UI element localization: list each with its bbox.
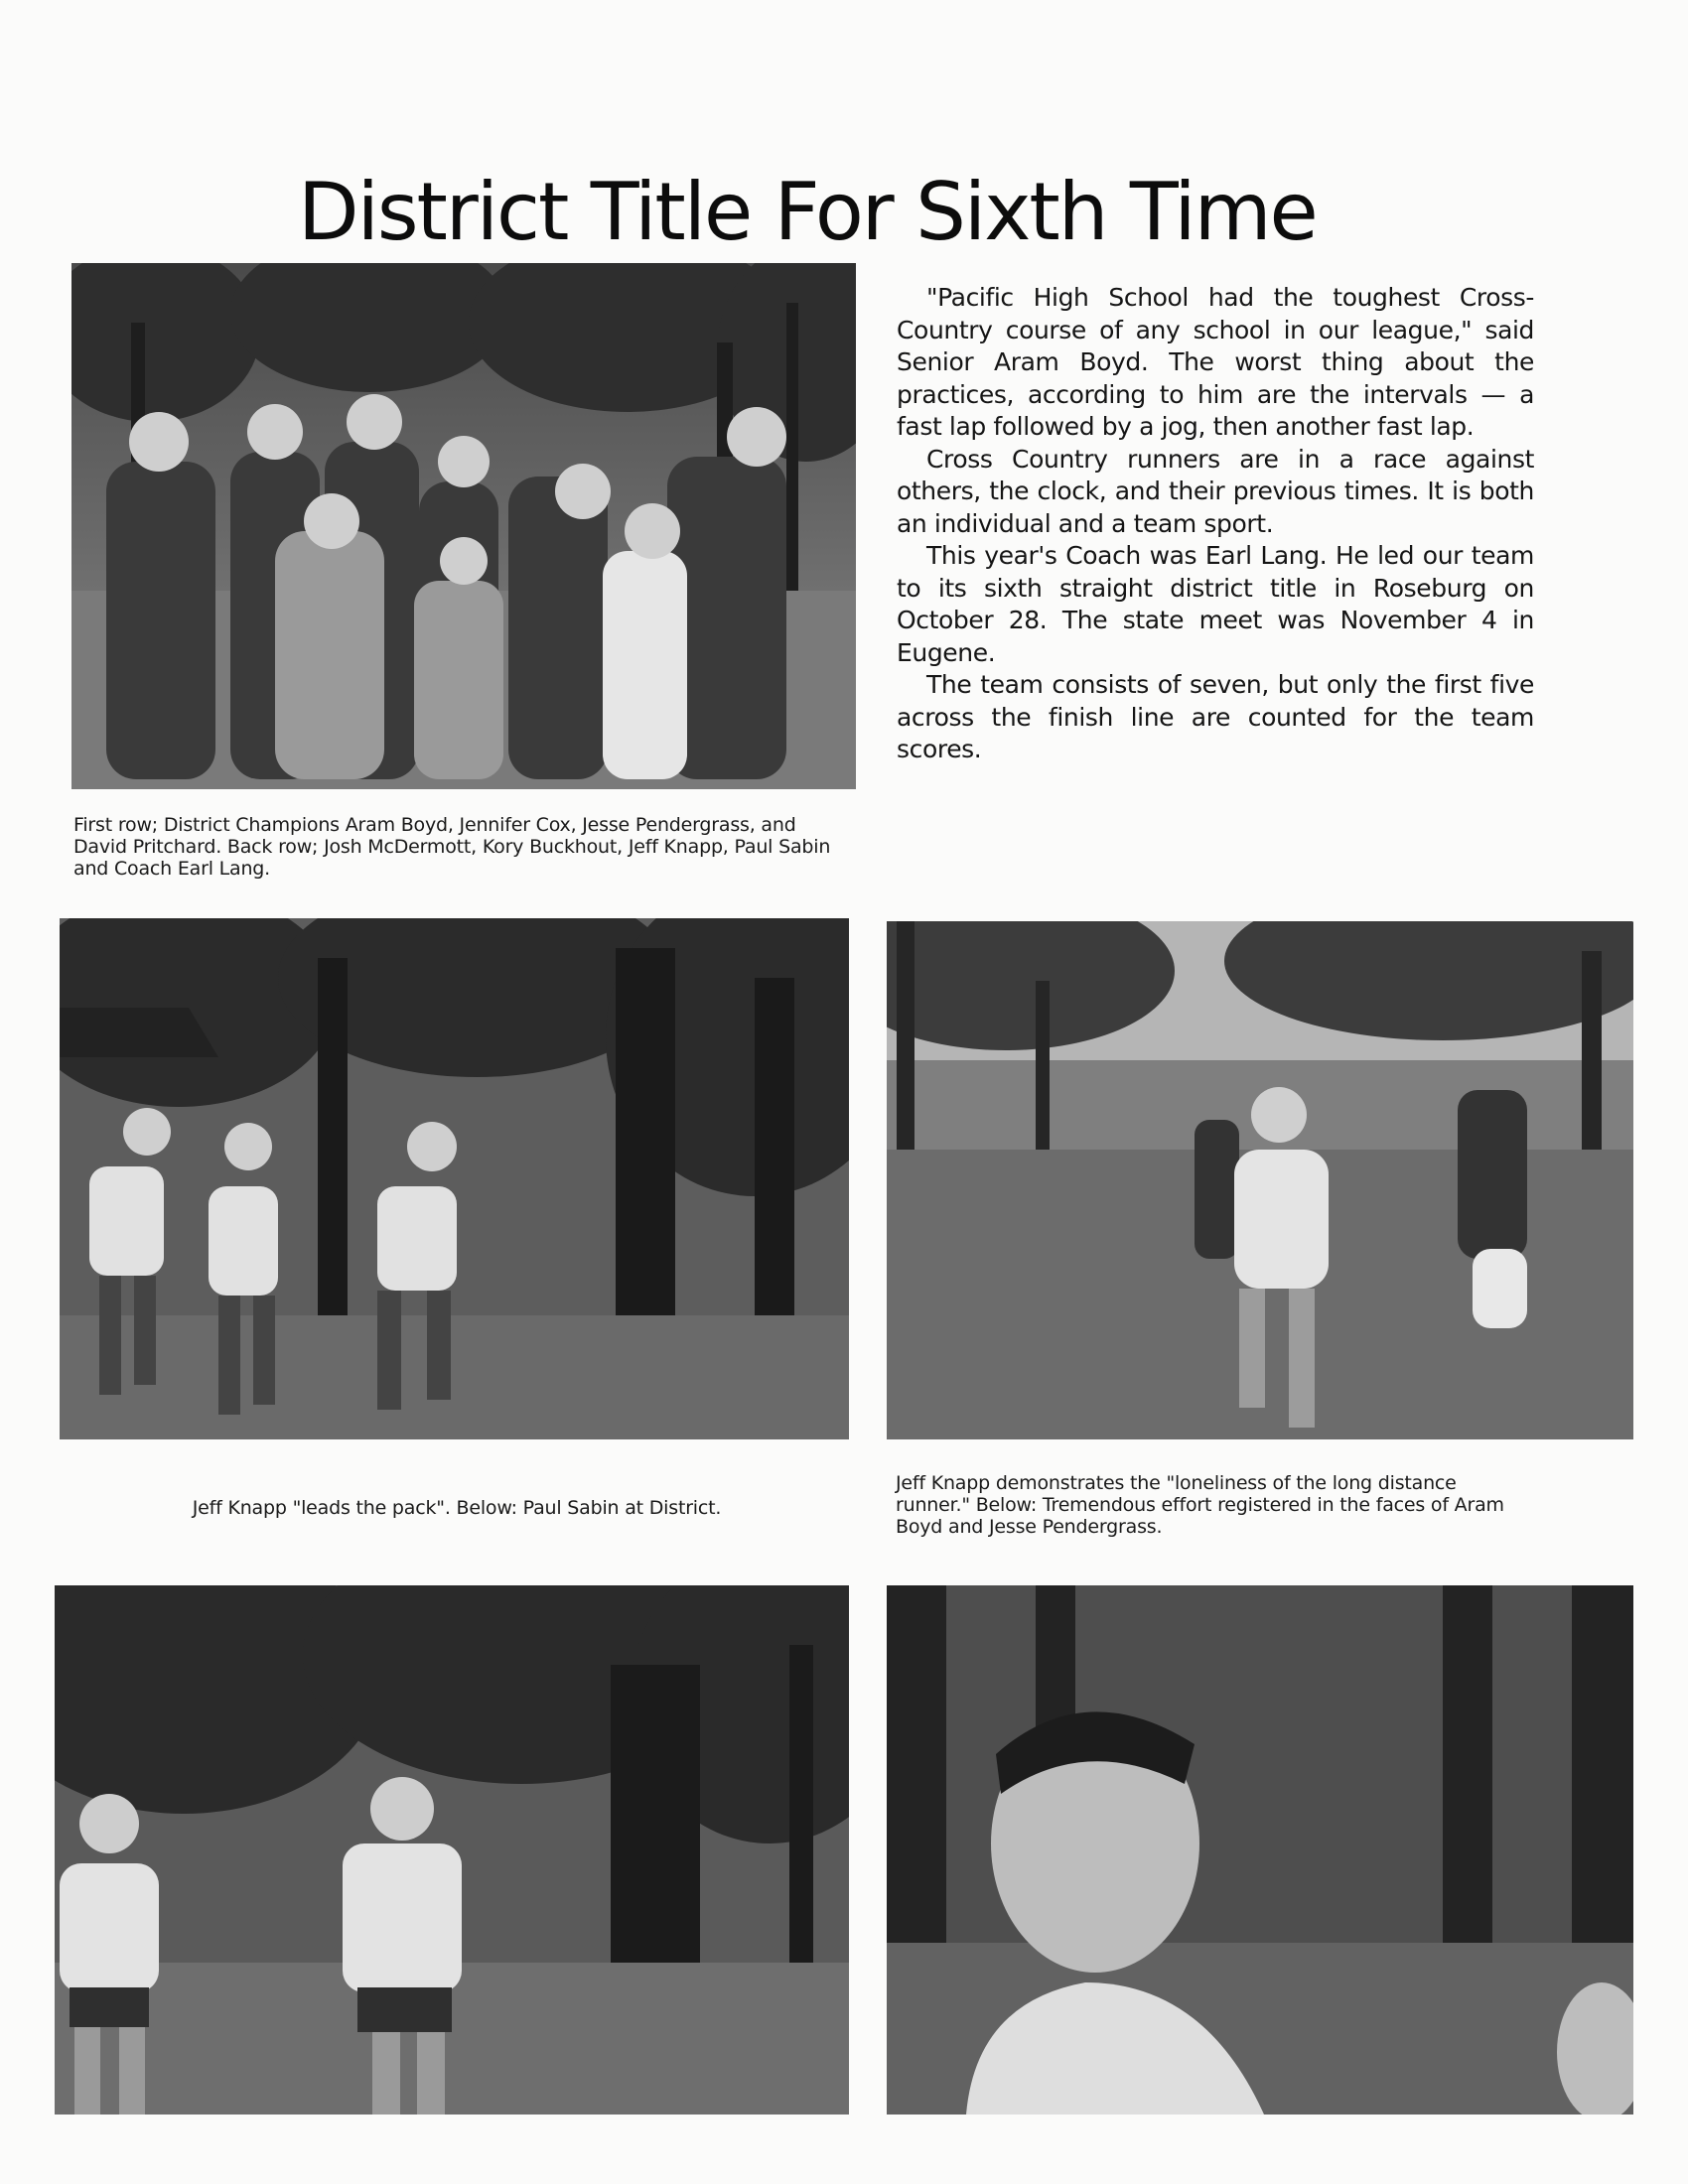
- team-photo-caption: First row; District Champions Aram Boyd, Jennifer Cox, Jesse Pendergrass, and David Pritchard. Back row; Josh McDermott, Kory Buckhout, Jeff Knapp, Paul Sabin and Coach Earl Lang.: [73, 814, 831, 880]
- district-runner-photo: [55, 1585, 849, 2115]
- page-title: District Title For Sixth Time: [298, 165, 1317, 258]
- lone-runner-caption: Jeff Knapp demonstrates the "loneliness of the long distance runner." Below: Tremendous effort registered in the faces of Aram Boyd and Jesse Pendergrass.: [896, 1472, 1504, 1538]
- lone-runner-photo: [887, 921, 1633, 1439]
- pack-photo-caption: Jeff Knapp "leads the pack". Below: Paul Sabin at District.: [192, 1497, 722, 1519]
- article-body: [897, 282, 1534, 766]
- article-paragraph: "Pacific High School had the toughest Cross-Country course of any school in our league," said Senior Aram Boyd. The worst thing about the practices, according to him are the intervals — a fast lap followed by a jog, then another fast lap.: [897, 283, 1534, 441]
- team-photo: [71, 263, 856, 789]
- close-up-runner-photo: [887, 1585, 1633, 2115]
- article-paragraph: This year's Coach was Earl Lang. He led our team to its sixth straight district title in Roseburg on October 28. The state meet was November 4 in Eugene.: [897, 541, 1534, 667]
- runners-pack-photo: [60, 918, 849, 1439]
- article-paragraph: Cross Country runners are in a race against others, the clock, and their previous times. It is both an individual and a team sport.: [897, 444, 1534, 538]
- article-paragraph: The team consists of seven, but only the first five across the finish line are counted for the team scores.: [897, 670, 1534, 763]
